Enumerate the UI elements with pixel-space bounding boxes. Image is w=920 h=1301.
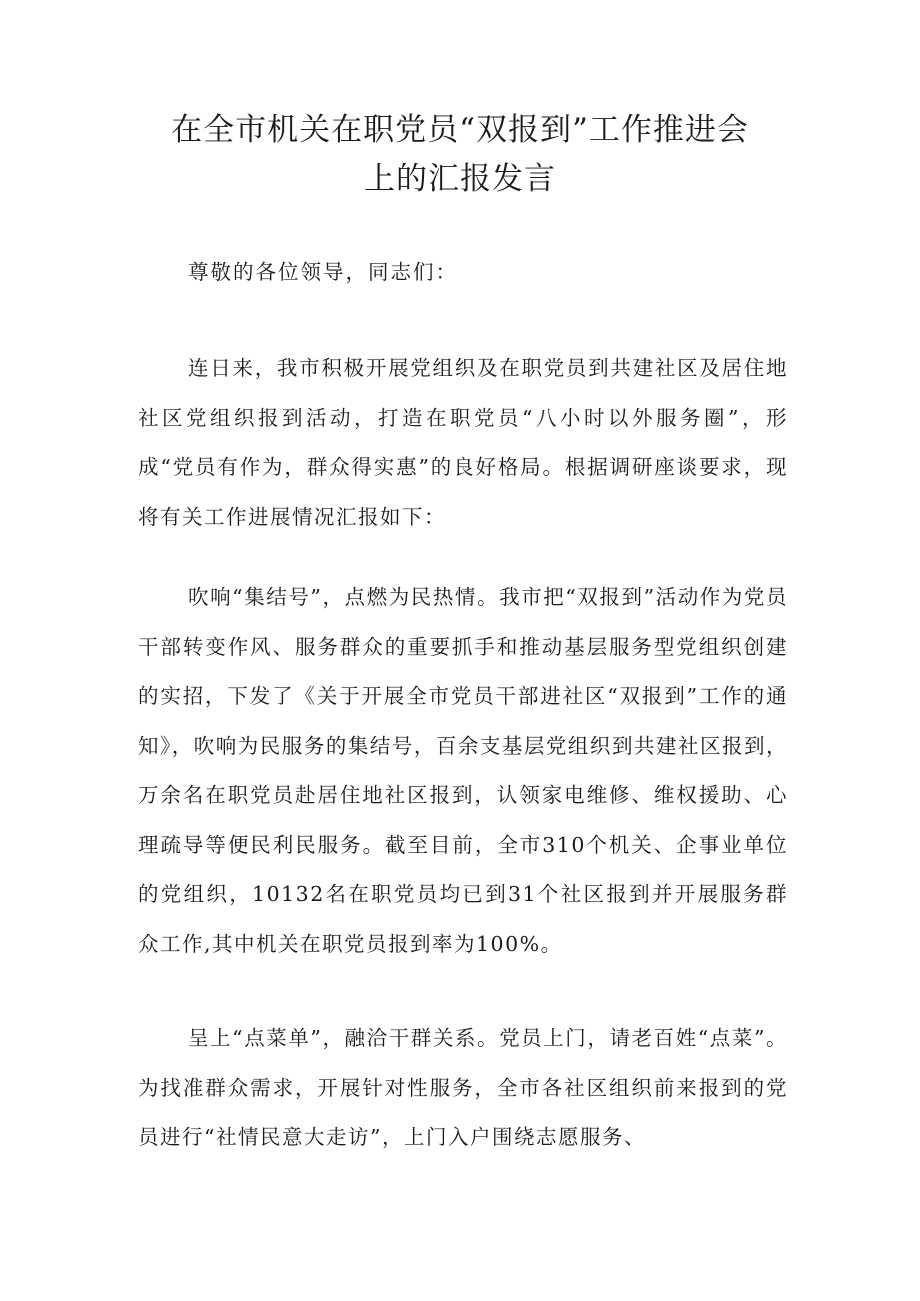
paragraph-rally: 吹响“集结号”，点燃为民热情。我市把“双报到”活动作为党员干部转变作风、服务群众的重要抓手和推动基层服务型党组织创建的实招，下发了《关于开展全市党员干部进社区“双报到”工作的通知》，吹响为民服务的集结号，百余支基层党组织到共建社区报到，万余名在职党员赴居住地社区报到，认领家电维修、维权援助、心理疏导等便民利民服务。截至目前，全市310个机关、企事业单位的党组织，10132名在职党员均已到31个社区报到并开展服务群众工作,其中机关在职党员报到率为100%。 — [138, 585, 788, 956]
title-line-1: 在全市机关在职党员“双报到”工作推进会 — [171, 112, 749, 148]
document-title — [120, 106, 800, 204]
salutation: 尊敬的各位领导，同志们： — [188, 260, 458, 284]
paragraph-intro: 连日来，我市积极开展党组织及在职党员到共建社区及居住地社区党组织报到活动，打造在职党员“八小时以外服务圈”，形成“党员有作为，群众得实惠”的良好格局。根据调研座谈要求，现将有关工作进展情况汇报如下： — [138, 356, 788, 529]
title-line-2: 上的汇报发言 — [364, 161, 556, 197]
paragraph-menu: 呈上“点菜单”，融洽干群关系。党员上门，请老百姓“点菜”。为找准群众需求，开展针对性服务，全市各社区组织前来报到的党员进行“社情民意大走访”，上门入户围绕志愿服务、 — [138, 1026, 788, 1149]
